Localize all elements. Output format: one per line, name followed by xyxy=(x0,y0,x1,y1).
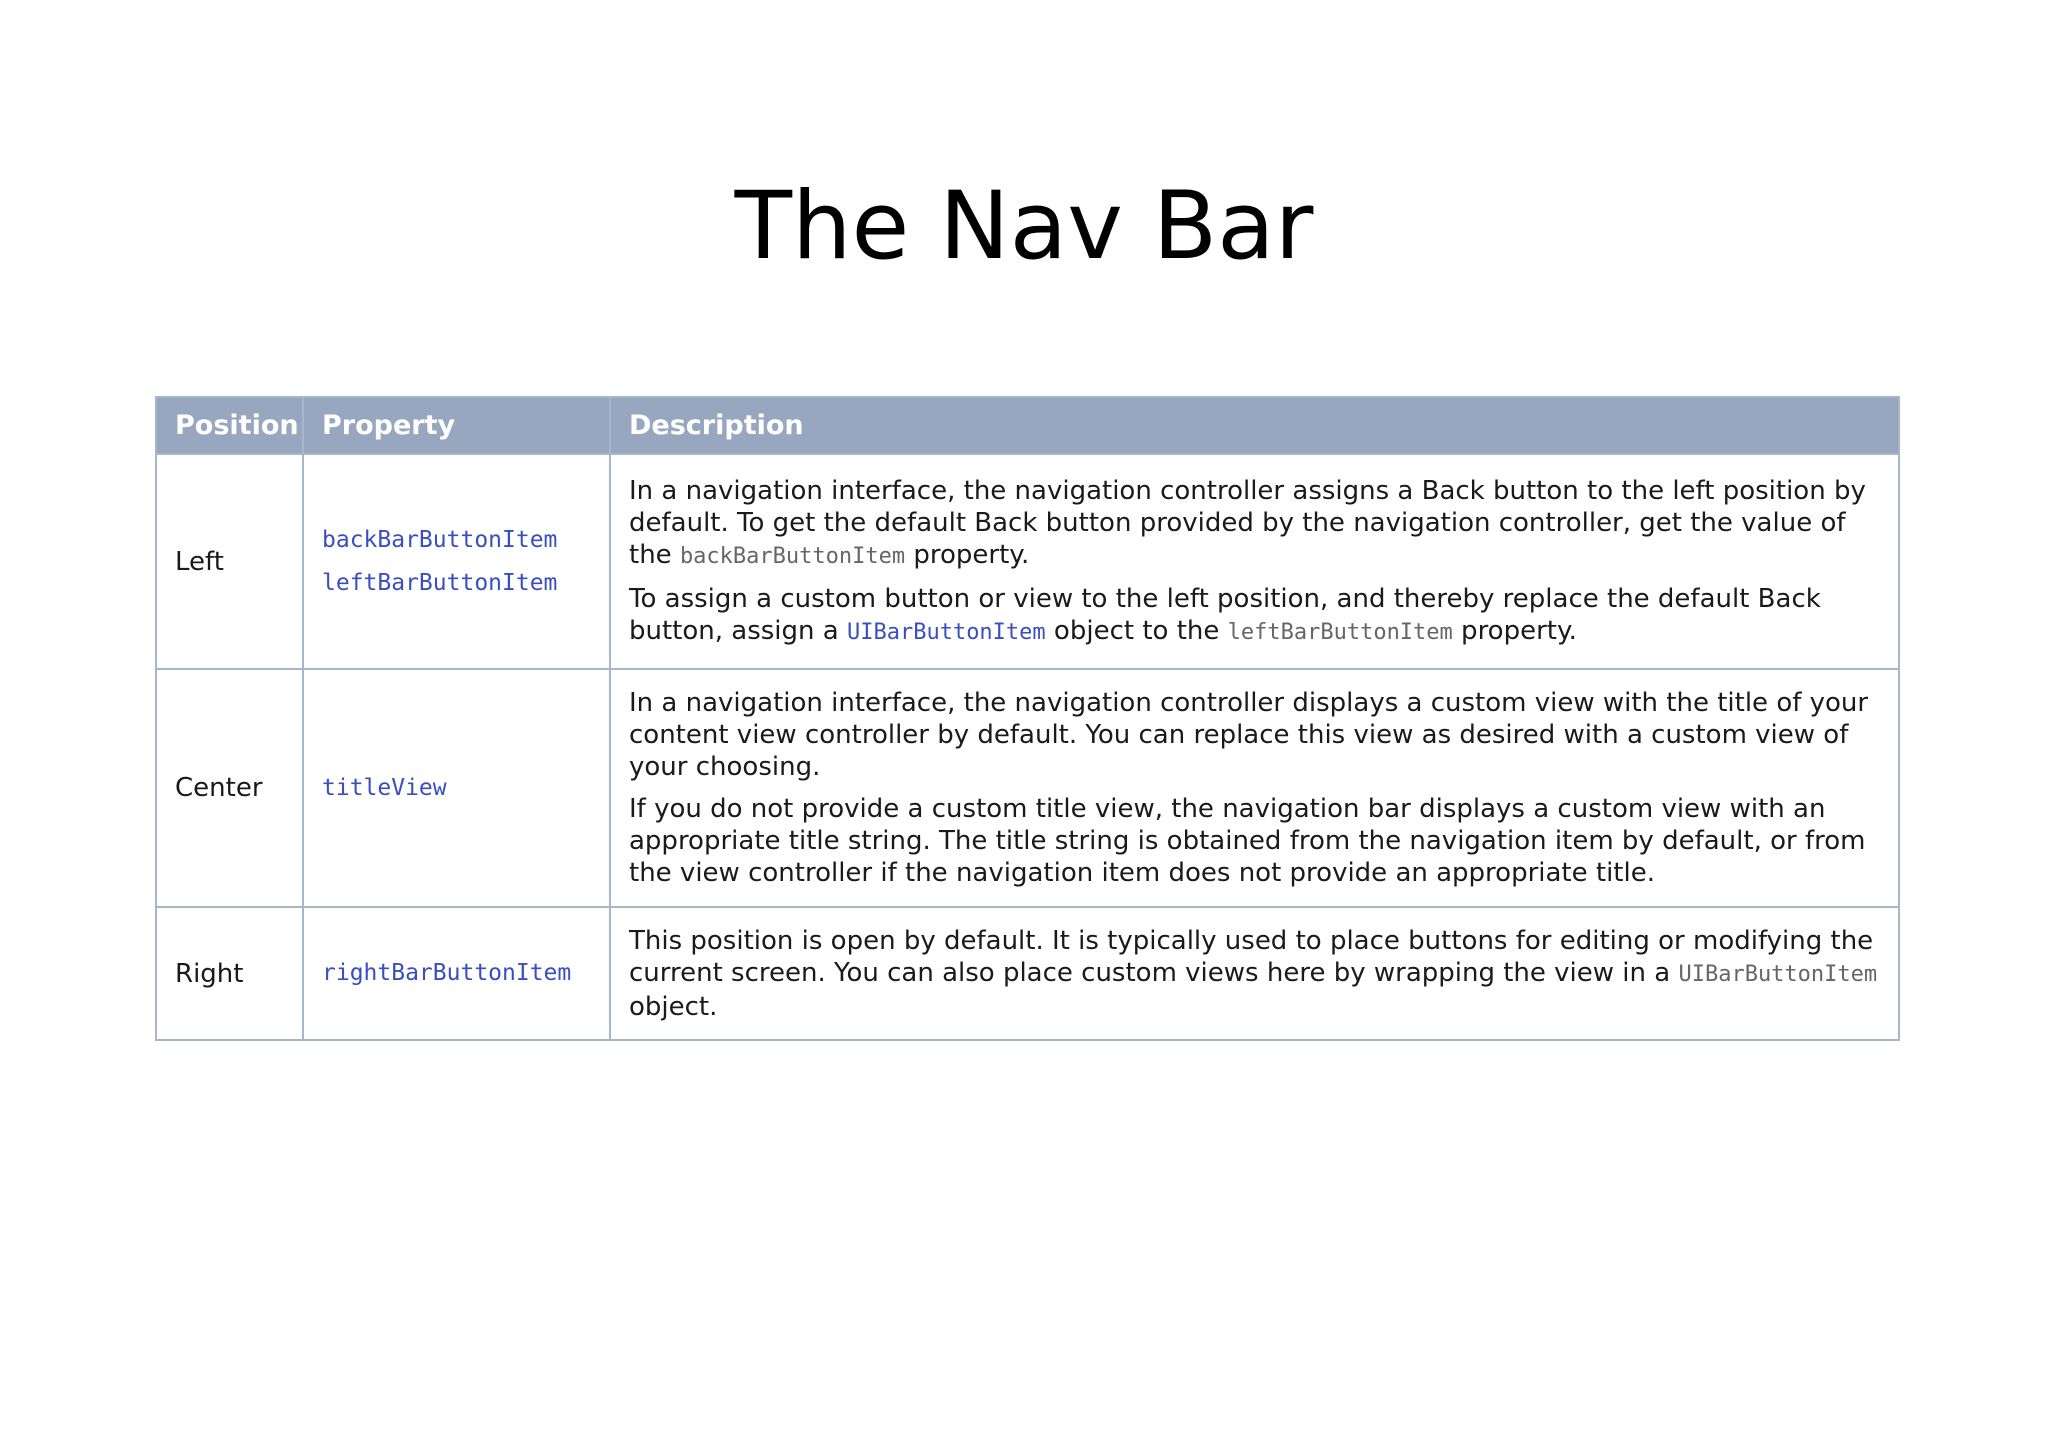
nav-bar-properties-table xyxy=(155,396,1900,1041)
code-link[interactable]: UIBarButtonItem xyxy=(846,619,1046,645)
code-term: backBarButtonItem xyxy=(679,543,906,569)
description-paragraph xyxy=(629,475,1880,573)
description-paragraph: If you do not provide a custom title view, the navigation bar displays a custom view with an appropriate title string. The title string is obtained from the navigation item by default, or from the view controller if the navigation item does not provide an appropriate title. xyxy=(629,794,1866,888)
position-cell: Left xyxy=(156,454,303,669)
table-row-center xyxy=(156,669,1899,907)
description-text: In a navigation interface, the navigation controller assigns a Back button to the left position by default. To get the default Back button provided by the navigation controller, get the value of the xyxy=(629,475,1866,570)
description-text: To assign a custom button or view to the left position, and thereby replace the default Back button, assign a xyxy=(629,583,1821,646)
description-paragraph: In a navigation interface, the navigation controller displays a custom view with the title of your content view controller by default. You can replace this view as desired with a custom view of your choosing. xyxy=(629,688,1869,782)
description-text: object. xyxy=(629,991,718,1022)
table-header-row xyxy=(156,397,1899,454)
header-description: Description xyxy=(610,397,1899,454)
property-cell xyxy=(303,454,610,669)
description-paragraph xyxy=(629,925,1880,1023)
property-name: leftBarButtonItem xyxy=(322,569,558,596)
description-text: property. xyxy=(1452,615,1577,646)
description-text: object to the xyxy=(1045,615,1228,646)
slide-title: The Nav Bar xyxy=(734,172,1314,281)
property-name: backBarButtonItem xyxy=(322,526,558,553)
description-text: This position is open by default. It is typically used to place buttons for editing or modifying the current screen. You can also place custom views here by wrapping the view in a xyxy=(629,925,1874,988)
table-row-right xyxy=(156,907,1899,1040)
description-text: property. xyxy=(905,539,1030,570)
property-cell xyxy=(303,669,610,907)
description-cell xyxy=(610,454,1899,669)
property-name: titleView xyxy=(322,774,447,801)
code-term: UIBarButtonItem xyxy=(1678,961,1878,987)
description-cell xyxy=(610,907,1899,1040)
property-cell xyxy=(303,907,610,1040)
position-cell: Center xyxy=(156,669,303,907)
code-term: leftBarButtonItem xyxy=(1227,619,1453,645)
table-row-left xyxy=(156,454,1899,669)
property-name: rightBarButtonItem xyxy=(322,960,572,986)
description-paragraph xyxy=(629,583,1880,649)
description-cell xyxy=(610,669,1899,907)
position-cell: Right xyxy=(156,907,303,1040)
header-position: Position xyxy=(156,397,303,454)
header-property: Property xyxy=(303,397,610,454)
